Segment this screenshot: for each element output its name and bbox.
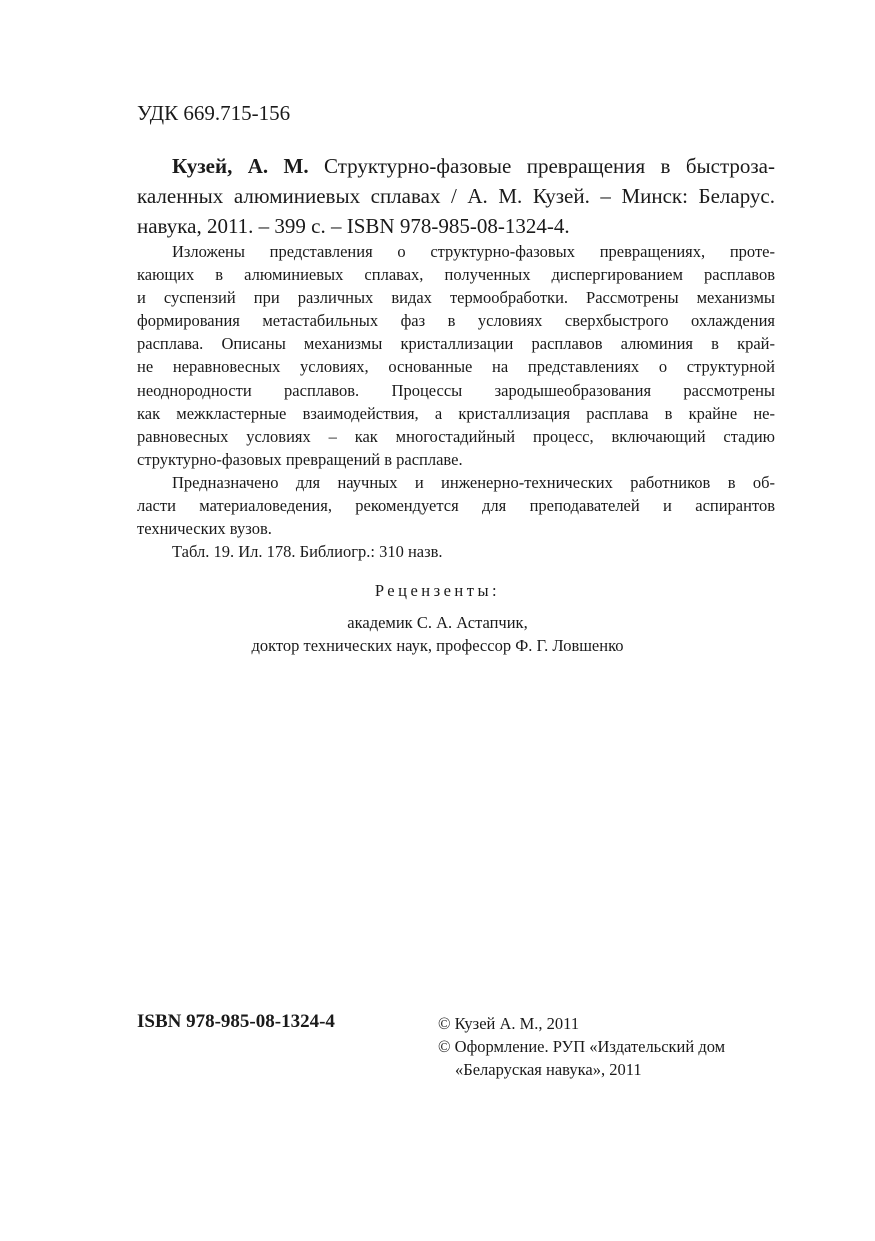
stats-line: Табл. 19. Ил. 178. Библиогр.: 310 назв.	[172, 542, 443, 562]
audience-line: ласти материаловедения, рекомендуется для преподавателей и аспирантов	[137, 496, 775, 516]
copyright-design: © Оформление. РУП «Издательский дом	[438, 1037, 726, 1056]
citation-title-start: Структурно-фазовые превращения в быстроза-	[308, 154, 775, 178]
abstract-paragraph	[137, 240, 775, 471]
citation-author: Кузей, А. М.	[172, 154, 309, 178]
audience-paragraph	[137, 471, 775, 563]
citation-line-2: каленных алюминиевых сплавах / А. М. Кузей. – Минск: Беларус.	[137, 184, 775, 208]
abstract-line: структурно-фазовых превращений в расплаве.	[137, 449, 463, 469]
abstract-line: формирования метастабильных фаз в условиях сверхбыстрого охлаждения	[137, 311, 775, 331]
reviewer-1: академик С. А. Астапчик,	[347, 613, 528, 632]
bibliographic-citation	[137, 151, 775, 241]
citation-line-3: навука, 2011. – 399 с. – ISBN 978-985-08-1324-4.	[137, 214, 570, 238]
citation-line-1	[137, 151, 775, 181]
reviewer-2: доктор технических наук, профессор Ф. Г. Ловшенко	[251, 636, 624, 655]
abstract-line: не неравновесных условиях, основанные на представлениях о структурной	[137, 357, 775, 377]
abstract-line: Изложены представления о структурно-фазовых превращениях, проте-	[172, 242, 775, 261]
abstract-line: как межкластерные взаимодействия, а кристаллизация расплава в крайне не-	[137, 403, 775, 423]
abstract-line: кающих в алюминиевых сплавах, полученных диспергированием расплавов	[137, 265, 775, 285]
isbn: ISBN 978-985-08-1324-4	[137, 1011, 335, 1032]
abstract-line: и суспензий при различных видах термообработки. Рассмотрены механизмы	[137, 288, 775, 308]
audience-line: технических вузов.	[137, 519, 272, 539]
abstract-line: неоднородности расплавов. Процессы зародышеобразования рассмотрены	[137, 380, 775, 400]
copyright-block	[438, 1012, 725, 1081]
copyright-publisher: «Беларуская навука», 2011	[455, 1060, 642, 1079]
udk-code: УДК 669.715-156	[137, 101, 291, 125]
audience-line: Предназначено для научных и инженерно-технических работников в об-	[172, 473, 775, 492]
reviewers-heading: Рецензенты:	[374, 581, 501, 600]
abstract-line: равновесных условиях – как многостадийный процесс, включающий стадию	[137, 426, 775, 446]
copyright-author: © Кузей А. М., 2011	[438, 1014, 580, 1033]
abstract-line: расплава. Описаны механизмы кристаллизации расплавов алюминия в край-	[137, 334, 775, 354]
